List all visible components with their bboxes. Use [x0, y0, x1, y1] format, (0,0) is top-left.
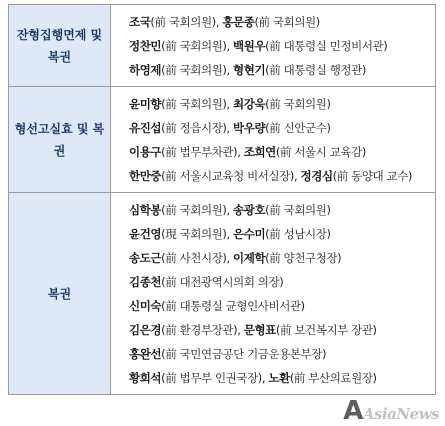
person-line: 유진섭(前 정읍시장), 박우량(前 신안군수): [129, 121, 331, 135]
person-role: (前 대통령실 행정관): [265, 63, 366, 77]
person-role: (前 국회의원): [150, 15, 216, 29]
section-label-cell: [9, 193, 111, 395]
person-name: 김종천: [129, 275, 162, 289]
section-label: 형선고실효 및 복권: [14, 121, 105, 158]
person-role: (前 국회의원): [161, 63, 227, 77]
person-role: (前 국회의원): [161, 97, 227, 111]
person-role: (前 국회의원): [265, 97, 331, 111]
person-line: 황희석(前 법무부 인권국장), 노환(前 부산의료원장): [129, 371, 377, 385]
person-name: 조희연: [243, 145, 276, 159]
person-line: 정찬민(前 국회의원), 백원우(前 대통령실 민정비서관): [129, 39, 388, 53]
person-name: 한만중: [129, 169, 162, 183]
person-line: 한만중(前 서울시교육청 비서실장), 정경심(前 동양대 교수): [129, 169, 413, 183]
person-name: 이제학: [233, 251, 266, 265]
person-role: (前 환경부장관): [161, 323, 238, 337]
section-content-cell: [111, 87, 436, 193]
person-role: (前 대통령실 균형인사비서관): [161, 299, 305, 313]
person-role: (前 서울시교육청 비서실장): [161, 169, 295, 183]
cell-bottom-spacer: [111, 188, 435, 192]
person-role: (前 법무부차관): [161, 145, 238, 159]
cell-bottom-spacer: [111, 390, 435, 394]
section-row: [9, 87, 436, 193]
person-name: 조국: [129, 15, 151, 29]
section-content-cell: [111, 193, 436, 395]
person-name: 최강욱: [233, 97, 266, 111]
watermark-text: AsiaNews: [362, 405, 439, 423]
person-line: 송도근(前 사천시장), 이제학(前 양천구청장): [129, 251, 342, 265]
person-role: (前 성남시장): [265, 227, 331, 241]
person-role: (前 보건복지부 장관): [275, 323, 377, 337]
section-label: 잔형집행면제 및 복권: [16, 27, 103, 64]
person-line: 심학봉(前 국회의원), 송광호(前 국회의원): [129, 203, 331, 217]
person-name: 문형표: [243, 323, 276, 337]
person-name: 심학봉: [129, 203, 162, 217]
person-name: 하영제: [129, 63, 162, 77]
section-label-cell: [9, 5, 111, 87]
person-name: 김은경: [129, 323, 162, 337]
person-name: 윤미향: [129, 97, 162, 111]
person-role: (前 신안군수): [265, 121, 331, 135]
person-name: 송도근: [129, 251, 162, 265]
person-name: 정경심: [300, 169, 333, 183]
person-role: (前 대전광역시의회 의장): [161, 275, 284, 289]
person-role: (前 서울시 교육감): [275, 145, 366, 159]
person-role: (前 양천구청장): [265, 251, 342, 265]
person-name: 황희석: [129, 371, 162, 385]
person-role: (前 국회의원): [161, 39, 227, 53]
person-name: 백원우: [233, 39, 266, 53]
person-name: 송광호: [233, 203, 266, 217]
pardon-table: [8, 4, 436, 395]
section-label: 복권: [47, 286, 72, 301]
person-role: (前 정읍시장): [161, 121, 227, 135]
person-line: 윤미향(前 국회의원), 최강욱(前 국회의원): [129, 97, 331, 111]
person-name: 윤건영: [129, 227, 162, 241]
person-line: 김은경(前 환경부장관), 문형표(前 보건복지부 장관): [129, 323, 377, 337]
person-role: (前 부산의료원장): [289, 371, 377, 385]
section-row: [9, 193, 436, 395]
person-name: 신미숙: [129, 299, 162, 313]
person-line: [111, 294, 435, 318]
person-line: [111, 270, 435, 294]
person-role: (前 국회의원): [254, 15, 320, 29]
pardon-table-body: [9, 5, 436, 395]
person-line: 윤건영(現 국회의원), 은수미(前 성남시장): [129, 227, 331, 241]
person-name: 형현기: [233, 63, 266, 77]
person-name: 노환: [268, 371, 290, 385]
person-line: 하영제(前 국회의원), 형현기(前 대통령실 행정관): [129, 63, 366, 77]
person-name: 이용구: [129, 145, 162, 159]
person-line: 이용구(前 법무부차관), 조희연(前 서울시 교육감): [129, 145, 366, 159]
section-label-cell: [9, 87, 111, 193]
person-role: (前 법무부 인권국장): [161, 371, 262, 385]
person-name: 은수미: [233, 227, 266, 241]
person-role: (前 국회의원): [265, 203, 331, 217]
person-role: (前 사천시장): [161, 251, 227, 265]
person-role: (現 국회의원): [161, 227, 227, 241]
person-role: (前 국회의원): [161, 203, 227, 217]
person-role: (前 대통령실 민정비서관): [265, 39, 388, 53]
watermark-letter: A: [343, 396, 363, 426]
section-row: [9, 5, 436, 87]
watermark-logo: [343, 396, 439, 426]
person-line: [111, 342, 435, 366]
person-name: 박우량: [233, 121, 266, 135]
person-name: 홍문종: [222, 15, 255, 29]
person-line: 조국(前 국회의원), 홍문종(前 국회의원): [129, 15, 320, 29]
person-role: (前 국민연금공단 기금운용본부장): [161, 347, 327, 361]
person-name: 유진섭: [129, 121, 162, 135]
cell-bottom-spacer: [111, 82, 435, 86]
person-role: (前 동양대 교수): [332, 169, 413, 183]
section-content-cell: [111, 5, 436, 87]
person-name: 정찬민: [129, 39, 162, 53]
person-name: 홍완선: [129, 347, 162, 361]
